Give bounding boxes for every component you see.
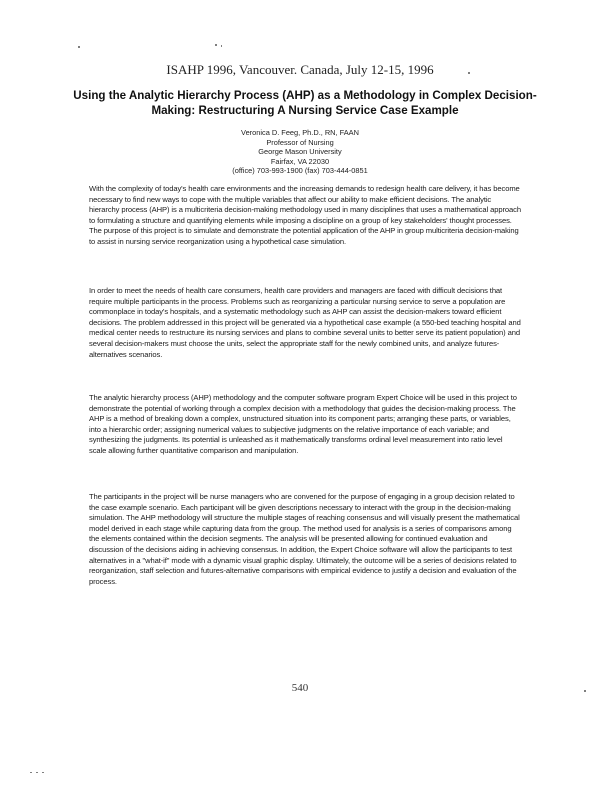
paper-title: Using the Analytic Hierarchy Process (AHP) as a Methodology in Complex Decision-Making: Restructuring A Nursing Service Case Example: [73, 89, 537, 117]
author-position: Professor of Nursing: [266, 137, 334, 147]
scan-speck: [36, 772, 38, 773]
scan-speck: [78, 46, 80, 48]
author-city: Fairfax, VA 22030: [270, 156, 330, 166]
scan-speck: [42, 772, 44, 773]
author-block: [0, 128, 600, 176]
paragraph: With the complexity of today's health care environments and the increasing demands to redesign health care delivery, it has become necessary to find new ways to cope with the multiple variables that affect our ability to make efficient decisions. The analytic hierarchy process (AHP) is a multicriteria decision-making methodology used in many disciplines that uses a mathematical approach to formulating a structure and quantifying elements while imposing a discipline on a group of key stakeholders' thought processes. The purpose of this project is to simulate and demonstrate the potential application of the AHP in group multicriteria decision-making to assist in nursing service reorganization using a hypothetical case simulation.: [89, 184, 521, 246]
scan-speck: [468, 72, 470, 74]
conference-header: ISAHP 1996, Vancouver. Canada, July 12-15, 1996: [166, 62, 434, 77]
author-contact: (office) 703-993-1900 (fax) 703-444-0851: [232, 166, 368, 176]
scan-speck: [221, 45, 222, 47]
scan-speck: [584, 690, 586, 692]
page-number: 540: [291, 682, 309, 694]
author-institution: George Mason University: [258, 147, 342, 157]
scan-speck: [215, 44, 217, 46]
author-name: Veronica D. Feeg, Ph.D., RN, FAAN: [241, 128, 359, 137]
scan-speck: [30, 772, 32, 773]
paragraph: The participants in the project will be nurse managers who are convened for the purpose of engaging in a group decision related to the case example scenario. Each participant will be given descriptions necessary to interact with the group in the decision-making simulation. The AHP methodology will structure the multiple stages of reaching consensus and will visually present the mathematical model derived in each stage while capturing data from the group. The method used for analysis is a series of comparisons among the elements contained within the decision segments. The analysis will be presented allowing for continued evaluation and discussion of the decisions aiding in achieving consensus. In addition, the Expert Choice software will allow the participants to test alternatives in a "what-if" mode with a dynamic visual graphic display. Ultimately, the outcome will be a series of decisions related to reorganization, staff selection and futures-alternative comparisons with empirical evidence to justify a decision and evaluation of the process.: [89, 492, 520, 586]
paragraph: The analytic hierarchy process (AHP) methodology and the computer software program Expert Choice will be used in this project to demonstrate the potential of working through a complex decision with a methodology that guides the decision-making process. The AHP is a method of breaking down a complex, unstructured situation into its component parts; arranging these parts, or variables, into a hierarchic order; assigning numerical values to subjective judgments on the relative importance of each variable; and synthesizing the judgments. Its potential is unleashed as it mathematically transforms ordinal level measurement into ratio level scale allowing further quantitative comparison and manipulation.: [89, 393, 517, 455]
paragraph: In order to meet the needs of health care consumers, health care providers and managers are faced with difficult decisions that require multiple participants in the process. Problems such as reorganizing a particular nursing service to serve a population are commonplace in today's hospitals, and a systematic methodology such as AHP can assist the decision-makers toward efficient decisions. The problem addressed in this project will be generated via a hypothetical case example (a 550-bed teaching hospital and medical center needs to restructure its nursing services and plans to combine several units to better serve its patient population) and several decision-makers must choose the units, select the appropriate staff for the newly combined units, and analyze futures-alternatives scenarios.: [89, 286, 521, 359]
